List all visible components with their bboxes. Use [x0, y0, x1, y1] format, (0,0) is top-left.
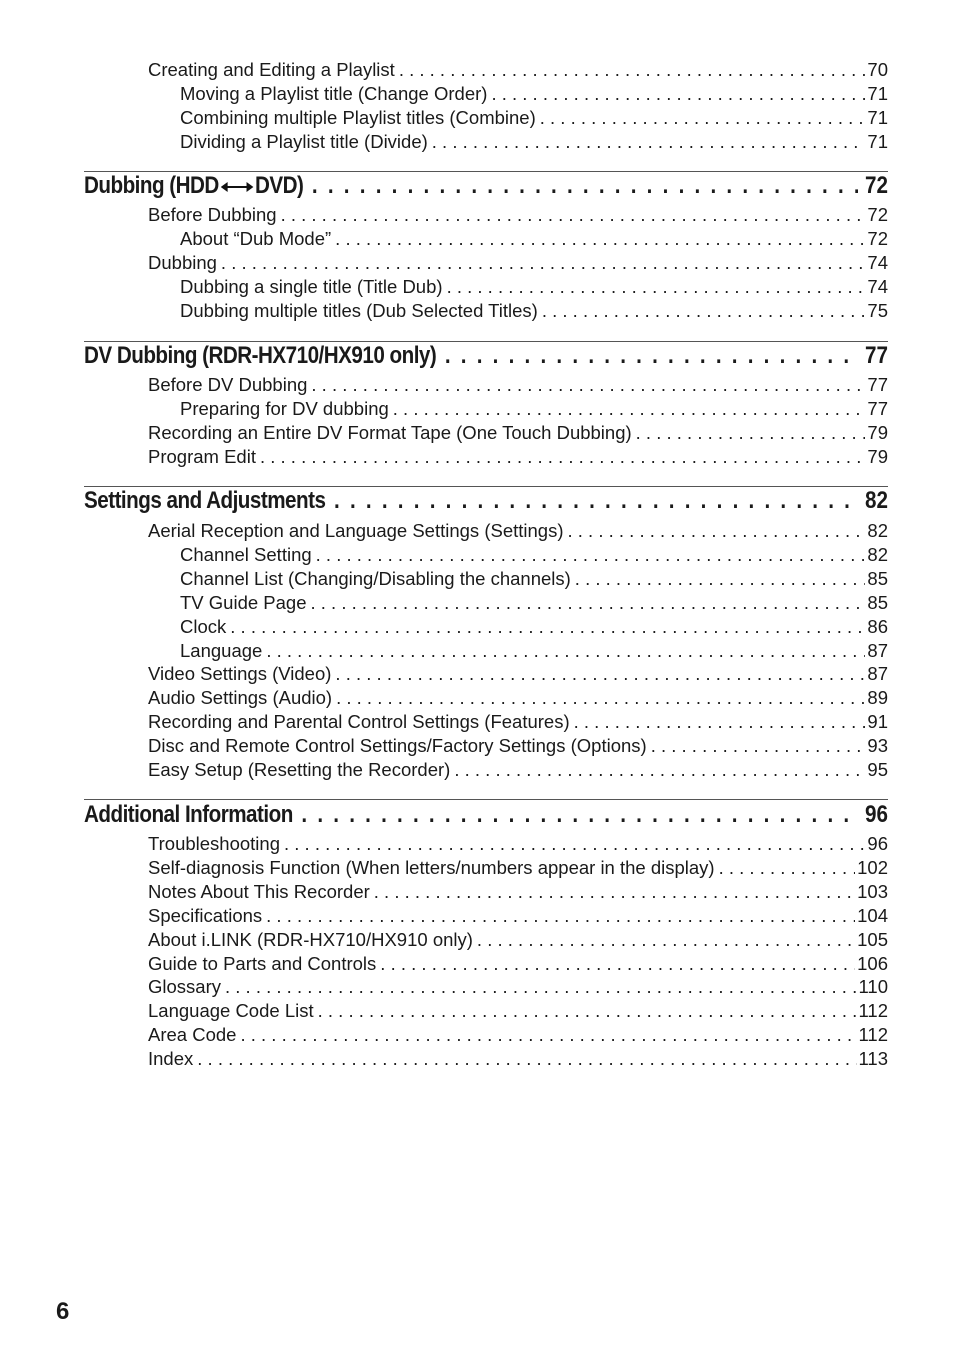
- leader-dots: [311, 373, 865, 397]
- toc-entry[interactable]: [180, 543, 888, 567]
- toc-entry-title: Disc and Remote Control Settings/Factory Settings (Options): [148, 735, 647, 757]
- section-title: [84, 801, 301, 829]
- section-heading[interactable]: [84, 801, 888, 835]
- toc-entry[interactable]: [148, 904, 888, 928]
- toc-entry-title: Glossary: [148, 976, 221, 998]
- section-page-number: 72: [865, 172, 888, 199]
- leader-dots: [284, 832, 865, 856]
- toc-entry-page: 85: [867, 567, 888, 589]
- toc-entry[interactable]: [180, 106, 888, 130]
- toc-entry[interactable]: [148, 975, 888, 999]
- leader-dots: [447, 275, 866, 299]
- toc-entry[interactable]: [180, 591, 888, 615]
- toc-entry-page: 106: [857, 952, 888, 974]
- leader-dots: [374, 880, 855, 904]
- toc-entry-page: 110: [858, 976, 888, 998]
- toc-entry-title: Dubbing a single title (Title Dub): [180, 275, 443, 297]
- leader-dots: [575, 567, 866, 591]
- section-title: [84, 487, 334, 515]
- toc-entry-page: 79: [867, 445, 888, 467]
- toc-entry-page: 89: [867, 687, 888, 709]
- toc-entry-title: Guide to Parts and Controls: [148, 952, 377, 974]
- section-title-text: Settings and Adjustments: [84, 487, 326, 514]
- toc-entry-page: 85: [867, 591, 888, 613]
- leader-dots: [318, 999, 857, 1023]
- toc-entry[interactable]: [148, 203, 888, 227]
- toc-entry-page: 87: [867, 639, 888, 661]
- toc-entry-page: 105: [857, 928, 888, 950]
- toc-entry[interactable]: [148, 952, 888, 976]
- section-divider: [84, 799, 888, 800]
- toc-entry-title: Language: [180, 639, 263, 661]
- toc-entry-title: Recording an Entire DV Format Tape (One Touch Dubbing): [148, 421, 632, 443]
- section-title-text: Dubbing (HDD: [84, 172, 219, 199]
- section-title-text: DV Dubbing (RDR-HX710/HX910 only): [84, 342, 437, 369]
- toc-entry[interactable]: [148, 1023, 888, 1047]
- toc-entry[interactable]: [148, 445, 888, 469]
- toc-entry[interactable]: [180, 567, 888, 591]
- toc-entry-title: Recording and Parental Control Settings (Features): [148, 711, 570, 733]
- leader-dots: [574, 710, 866, 734]
- toc-entry-title: Video Settings (Video): [148, 663, 332, 685]
- toc-entry[interactable]: [180, 275, 888, 299]
- toc-entry[interactable]: [180, 227, 888, 251]
- page-number: 6: [56, 1298, 70, 1325]
- section-title-text: Additional Information: [84, 801, 293, 828]
- leader-dots: [260, 445, 865, 469]
- toc-entry-title: Language Code List: [148, 1000, 314, 1022]
- toc-entry-page: 77: [867, 397, 888, 419]
- toc-entry-page: 86: [867, 615, 888, 637]
- toc-entry-page: 91: [867, 711, 888, 733]
- leader-dots: [568, 519, 866, 543]
- toc-entry[interactable]: [180, 82, 888, 106]
- leader-dots: [445, 342, 858, 370]
- toc-entry-page: 74: [867, 275, 888, 297]
- toc-entry-page: 104: [857, 904, 888, 926]
- toc-entry-page: 71: [867, 82, 888, 104]
- leader-dots: [636, 421, 866, 445]
- leader-dots: [197, 1047, 856, 1071]
- toc-entry[interactable]: [148, 1047, 888, 1071]
- toc-entry-page: 95: [867, 759, 888, 780]
- section-heading[interactable]: [84, 342, 888, 376]
- toc-entry-title: Channel List (Changing/Disabling the channels): [180, 567, 571, 589]
- toc-entry-title: TV Guide Page: [180, 591, 307, 613]
- section-page-number: 77: [865, 342, 888, 369]
- toc-entry-page: 82: [867, 520, 888, 541]
- toc-entry-title: Troubleshooting: [148, 833, 280, 854]
- toc-entry-title: Area Code: [148, 1024, 237, 1046]
- toc-entry-page: 103: [857, 880, 888, 902]
- toc-entry[interactable]: [148, 856, 888, 880]
- leader-dots: [266, 904, 855, 928]
- toc-entry[interactable]: [148, 999, 888, 1023]
- toc-entry[interactable]: [148, 928, 888, 952]
- toc-entry[interactable]: [148, 758, 888, 782]
- toc-entry-title: Program Edit: [148, 445, 256, 467]
- leader-dots: [301, 801, 858, 829]
- toc-entry[interactable]: [148, 880, 888, 904]
- leader-dots: [393, 397, 866, 421]
- leader-dots: [719, 856, 856, 880]
- toc-entry-title: Audio Settings (Audio): [148, 687, 333, 709]
- toc-entry-title: Creating and Editing a Playlist: [148, 59, 395, 80]
- leader-dots: [230, 615, 865, 639]
- toc-entry-title: About “Dub Mode”: [180, 227, 332, 249]
- toc-entry-title: Before Dubbing: [148, 204, 277, 225]
- leader-dots: [491, 82, 865, 106]
- toc-entry[interactable]: [148, 519, 888, 543]
- toc-entry-page: 71: [867, 130, 888, 152]
- toc-entry[interactable]: [180, 615, 888, 639]
- leader-dots: [399, 58, 866, 82]
- leader-dots: [335, 227, 865, 251]
- toc-entry-page: 72: [867, 227, 888, 249]
- double-arrow-icon: [221, 173, 254, 201]
- leader-dots: [651, 734, 866, 758]
- leader-dots: [454, 758, 865, 782]
- toc-entry-page: 87: [867, 663, 888, 685]
- toc-entry-title: Dividing a Playlist title (Divide): [180, 130, 428, 152]
- toc-entry[interactable]: [180, 299, 888, 323]
- toc-entry-title: Clock: [180, 615, 227, 637]
- toc-entry[interactable]: [148, 710, 888, 734]
- toc-entry-title: Dubbing multiple titles (Dub Selected Titles): [180, 299, 538, 321]
- toc-entry-page: 113: [858, 1048, 888, 1070]
- toc-entry-title: Combining multiple Playlist titles (Combine): [180, 106, 536, 128]
- toc-entry[interactable]: [180, 397, 888, 421]
- leader-dots: [281, 203, 866, 227]
- toc-entry-page: 74: [867, 251, 888, 273]
- section-title: [84, 172, 312, 201]
- toc-entry-title: Moving a Playlist title (Change Order): [180, 82, 488, 104]
- toc-entry[interactable]: [148, 734, 888, 758]
- leader-dots: [311, 591, 866, 615]
- leader-dots: [240, 1023, 856, 1047]
- toc-entry-page: 93: [867, 735, 888, 757]
- toc-entry-page: 79: [867, 421, 888, 443]
- toc-entry[interactable]: [180, 130, 888, 154]
- toc-entry[interactable]: [148, 58, 888, 82]
- toc-entry-page: 72: [867, 204, 888, 225]
- toc-entry-page: 75: [867, 299, 888, 321]
- toc-entry-title: Specifications: [148, 904, 263, 926]
- toc-entry-title: Channel Setting: [180, 543, 312, 565]
- toc-entry-title: Self-diagnosis Function (When letters/numbers appear in the display): [148, 856, 715, 878]
- toc-entry-title: Index: [148, 1048, 194, 1070]
- leader-dots: [221, 251, 866, 275]
- leader-dots: [335, 662, 865, 686]
- toc-entry-title: About i.LINK (RDR-HX710/HX910 only): [148, 928, 473, 950]
- toc-entry-title: Easy Setup (Resetting the Recorder): [148, 759, 451, 780]
- section-title: [84, 342, 445, 370]
- leader-dots: [334, 487, 858, 515]
- toc-entry-title: Aerial Reception and Language Settings (Settings): [148, 520, 564, 541]
- toc-entry[interactable]: [148, 686, 888, 710]
- leader-dots: [225, 975, 857, 999]
- toc-entry[interactable]: [148, 251, 888, 275]
- toc-entry[interactable]: [148, 662, 888, 686]
- leader-dots: [380, 952, 855, 976]
- section-title-suffix: DVD): [254, 172, 304, 199]
- toc-entry-title: Before DV Dubbing: [148, 374, 308, 395]
- leader-dots: [477, 928, 855, 952]
- section-heading[interactable]: [84, 172, 888, 206]
- toc-entry-page: 70: [867, 59, 888, 80]
- leader-dots: [336, 686, 865, 710]
- leader-dots: [316, 543, 866, 567]
- leader-dots: [432, 130, 866, 154]
- toc-entry-title: Notes About This Recorder: [148, 880, 370, 902]
- toc-entry-title: Dubbing: [148, 251, 217, 273]
- leader-dots: [312, 172, 858, 200]
- toc-entry-page: 71: [867, 106, 888, 128]
- toc-entry-page: 112: [858, 1000, 888, 1022]
- toc-entry-page: 96: [867, 833, 888, 854]
- toc-entry-page: 82: [867, 543, 888, 565]
- toc-entry-page: 102: [857, 856, 888, 878]
- toc-entry[interactable]: [148, 421, 888, 445]
- leader-dots: [540, 106, 866, 130]
- toc-entry-title: Preparing for DV dubbing: [180, 397, 389, 419]
- toc-entry-page: 112: [858, 1024, 888, 1046]
- toc-entry[interactable]: [148, 373, 888, 397]
- toc-entry[interactable]: [148, 832, 888, 856]
- leader-dots: [266, 639, 865, 663]
- section-page-number: 82: [865, 487, 888, 514]
- section-page-number: 96: [865, 801, 888, 828]
- leader-dots: [542, 299, 866, 323]
- section-heading[interactable]: [84, 487, 888, 521]
- toc-entry[interactable]: [180, 639, 888, 663]
- toc-entry-page: 77: [867, 374, 888, 395]
